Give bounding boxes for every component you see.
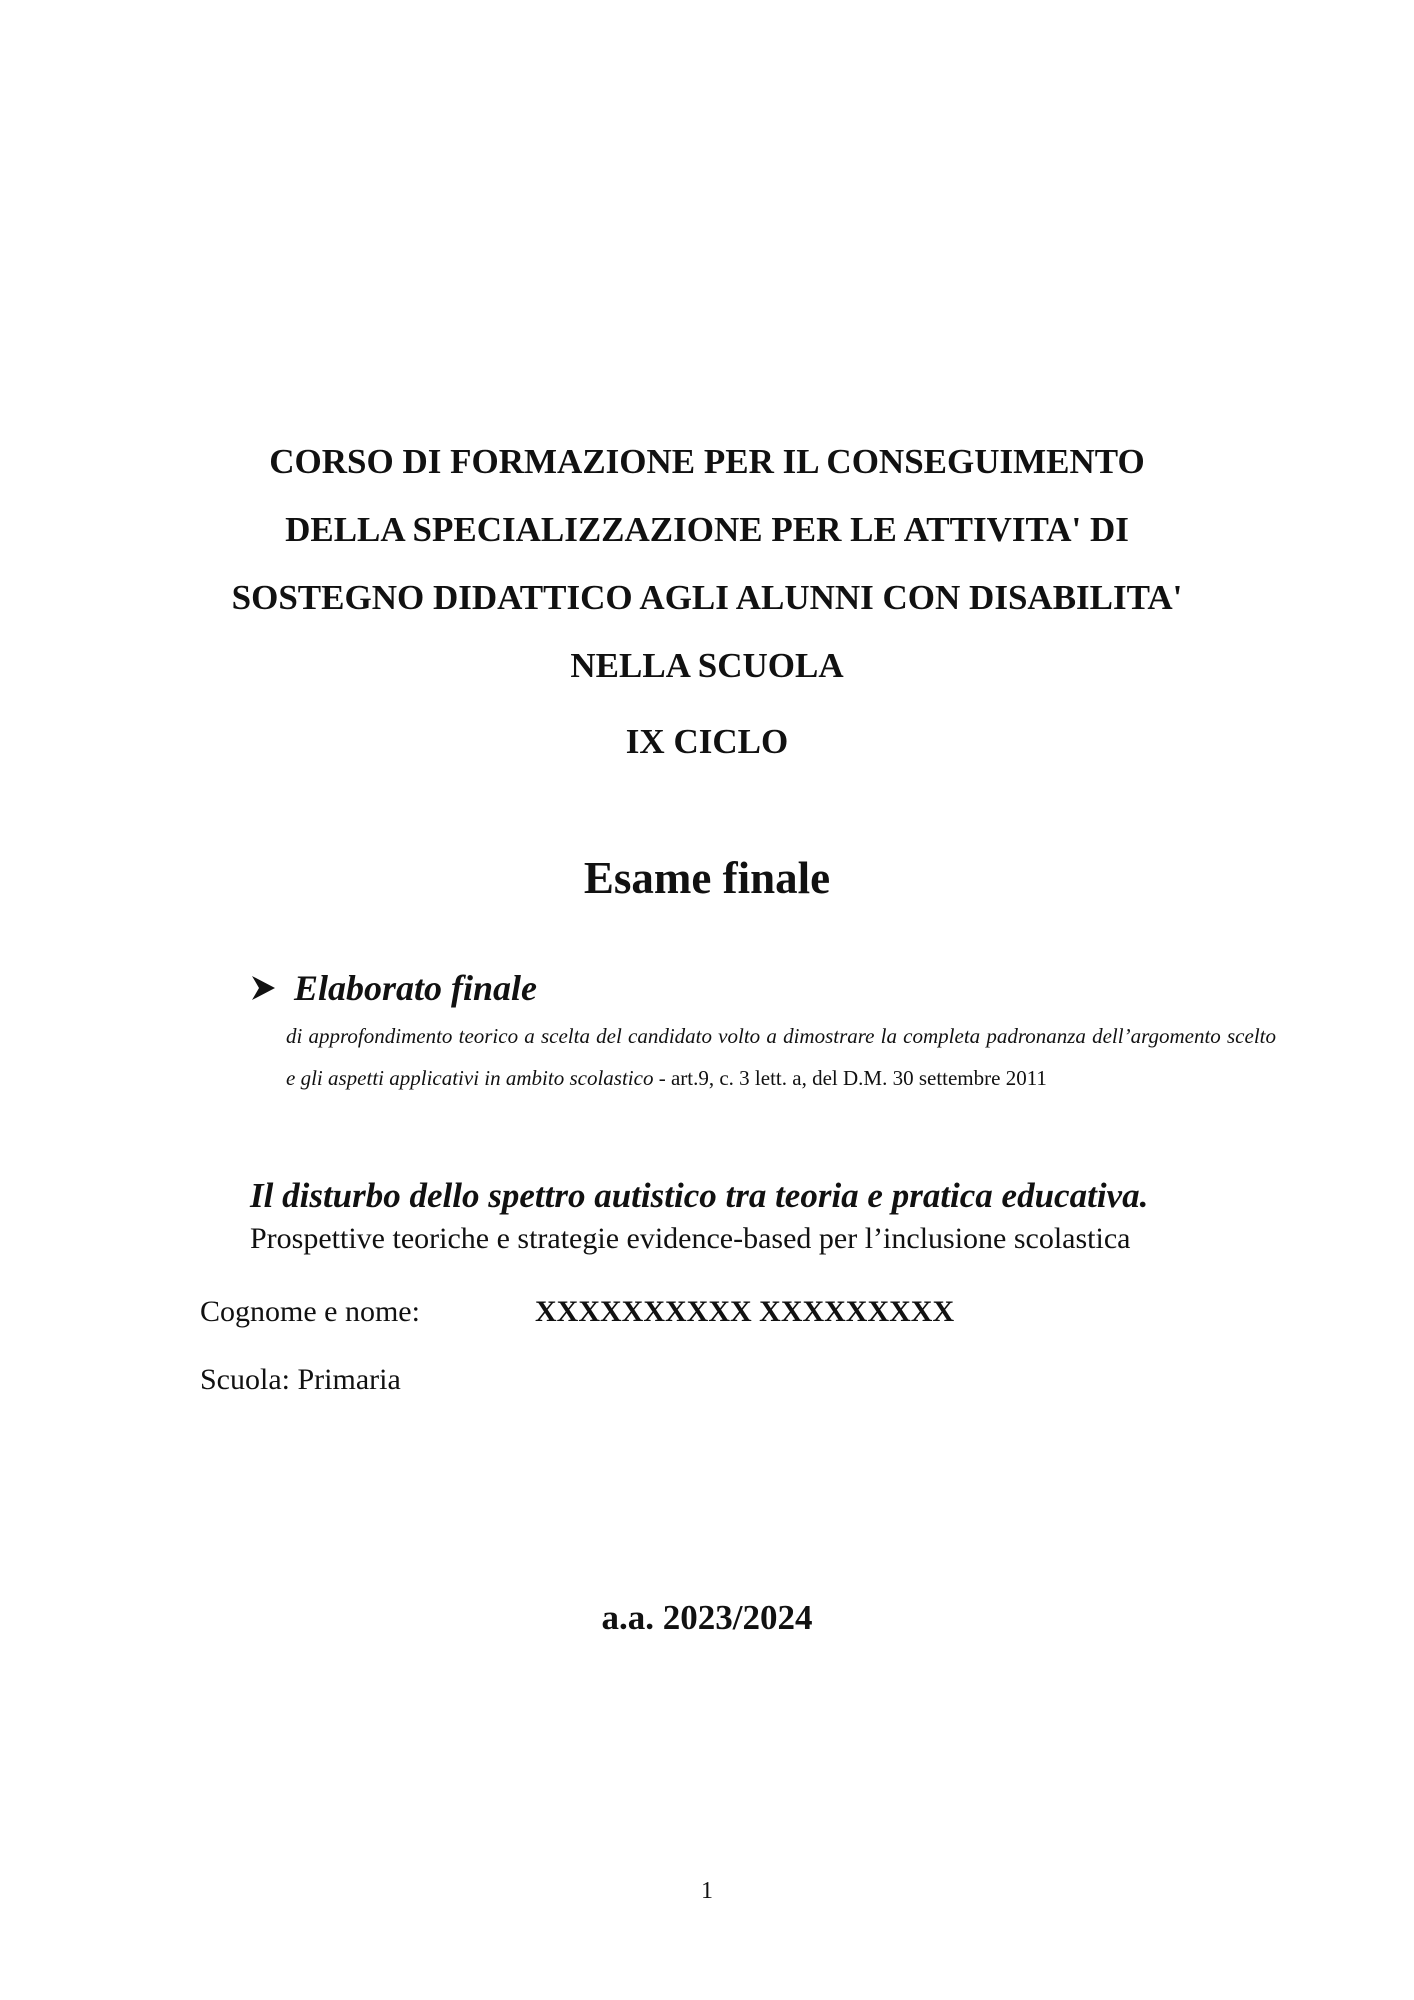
course-title-line: CORSO DI FORMAZIONE PER IL CONSEGUIMENTO bbox=[269, 442, 1145, 481]
candidate-name-label: Cognome e nome: bbox=[200, 1295, 420, 1328]
page-number: 1 bbox=[701, 1878, 713, 1904]
elaborato-description-italic: di approfondimento teorico a scelta del candidato volto a dimostrare la completa padronanza dell’argomento scelto e gli aspetti applicativi in ambito scolastico bbox=[286, 1024, 1276, 1090]
elaborato-header bbox=[248, 963, 1278, 1013]
course-title-line: NELLA SCUOLA bbox=[570, 646, 844, 685]
elaborato-description bbox=[286, 1015, 1276, 1099]
arrow-bullet-icon bbox=[248, 973, 278, 1003]
elaborato-description-reference: - art.9, c. 3 lett. a, del D.M. 30 settembre 2011 bbox=[653, 1066, 1047, 1090]
thesis-block bbox=[250, 1173, 1350, 1259]
exam-heading: Esame finale bbox=[583, 853, 831, 903]
course-title-line: DELLA SPECIALIZZAZIONE PER LE ATTIVITA' DI bbox=[285, 510, 1129, 549]
thesis-subtitle: Prospettive teoriche e strategie evidence-based per l’inclusione scolastica bbox=[250, 1222, 1131, 1255]
candidate-school: Scuola: Primaria bbox=[200, 1363, 401, 1396]
thesis-title: Il disturbo dello spettro autistico tra teoria e pratica educativa. bbox=[250, 1176, 1149, 1215]
course-cycle: IX CICLO bbox=[625, 722, 789, 761]
candidate-school-row bbox=[200, 1358, 1200, 1402]
academic-year: a.a. 2023/2024 bbox=[601, 1598, 813, 1637]
elaborato-title: Elaborato finale bbox=[294, 968, 538, 1008]
candidate-info bbox=[200, 1290, 1200, 1402]
elaborato-section bbox=[248, 963, 1278, 1099]
course-title bbox=[0, 428, 1414, 700]
candidate-name-row bbox=[200, 1290, 1200, 1334]
course-title-line: SOSTEGNO DIDATTICO AGLI ALUNNI CON DISABILITA' bbox=[231, 578, 1183, 617]
candidate-name-value: XXXXXXXXXX XXXXXXXXX bbox=[535, 1295, 955, 1328]
